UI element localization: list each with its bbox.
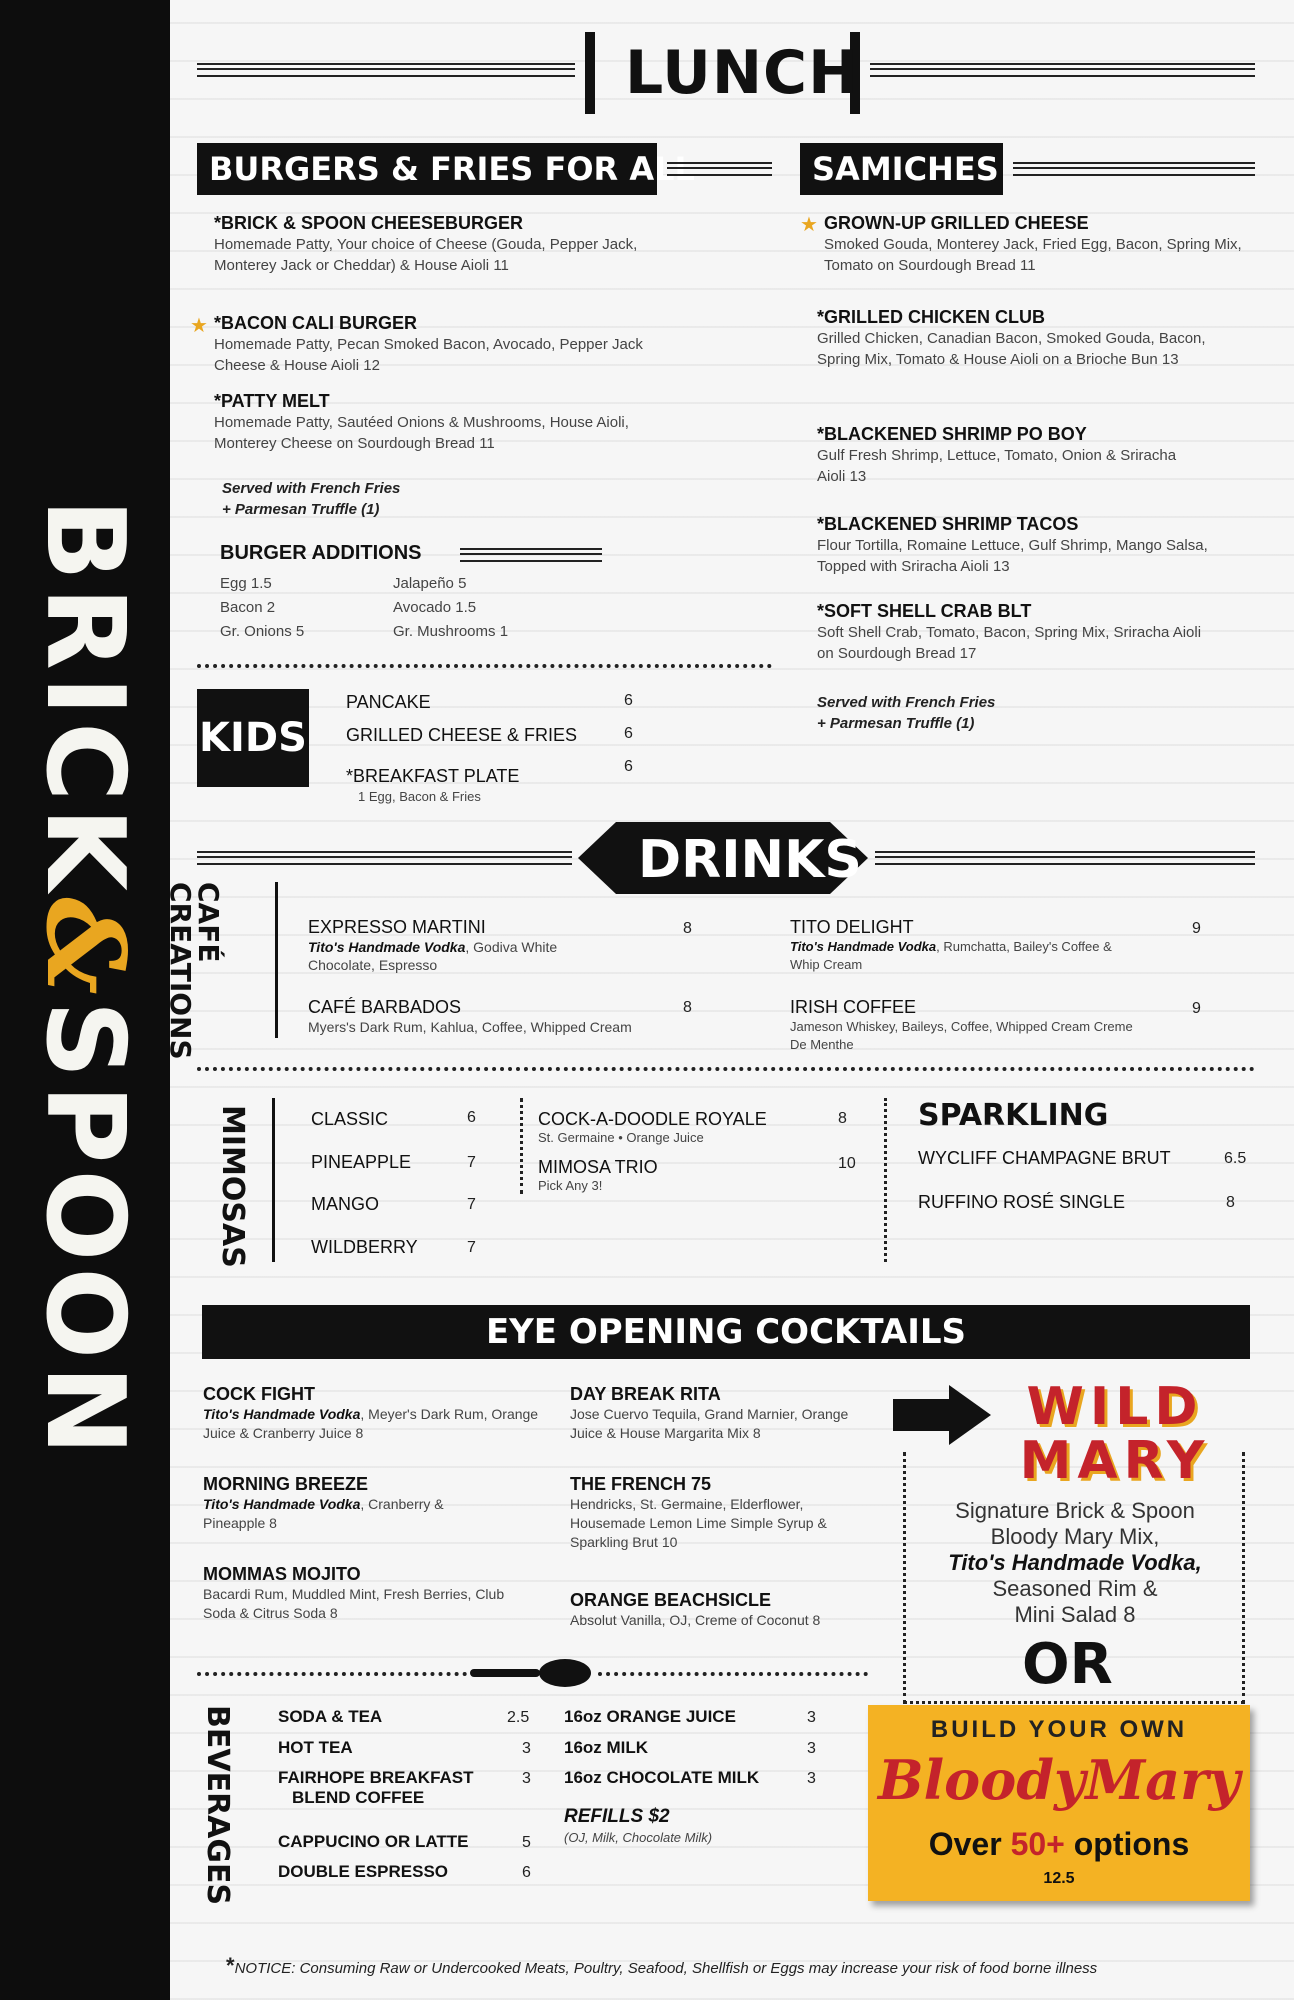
mimosa-price: 7 <box>467 1239 476 1256</box>
divider <box>520 1098 523 1194</box>
lunch-rule-right <box>870 63 1255 77</box>
beverage-name: 16oz CHOCOLATE MILK <box>564 1768 760 1787</box>
wild-desc-4: Mini Salad <box>1014 1602 1118 1627</box>
samich-name: GROWN-UP GRILLED CHEESE <box>824 213 1089 233</box>
sparkling-price: 6.5 <box>1224 1150 1247 1167</box>
additions-rule <box>460 548 602 562</box>
or-label: OR <box>1022 1632 1113 1697</box>
cafe-bar <box>275 882 278 1038</box>
build-your-own: BUILD YOUR OWN <box>930 1716 1188 1743</box>
burger-name: *BRICK & SPOON CHEESEBURGER <box>214 213 524 233</box>
cafe-label-2: CREATIONS <box>164 882 197 1060</box>
star-icon: ★ <box>190 315 208 337</box>
addition-item: Bacon 2 <box>220 599 276 616</box>
mimosa-special <box>538 1109 858 1146</box>
mimosa-name: MANGO <box>311 1194 380 1214</box>
mimosa-name: PINEAPPLE <box>311 1152 412 1172</box>
cocktail-item: THE FRENCH 75 Hendricks, St. Germaine, Elderflower, Housemade Lemon Lime Simple Syrup & Sparkling Brut 10 <box>570 1474 880 1552</box>
mimosa-name: WILDBERRY <box>311 1237 418 1257</box>
samich-desc: Flour Tortilla, Romaine Lettuce, Gulf Shrimp, Mango Salsa, Topped with Sriracha Aioli <box>817 537 1208 575</box>
samich-item-5 <box>817 601 1217 664</box>
burger-item-3 <box>214 391 674 454</box>
note-line-2: + Parmesan Truffle (1) <box>222 501 380 518</box>
mimosa-price: 7 <box>467 1196 476 1213</box>
cafe-item-price: 9 <box>1192 1000 1201 1017</box>
special-desc: Pick Any 3! <box>538 1178 603 1193</box>
cafe-item: EXPRESSO MARTINI Tito's Handmade Vodka, Godiva White Chocolate, Espresso <box>308 917 618 974</box>
cocktail-item: ORANGE BEACHSICLE Absolut Vanilla, OJ, Creme of Coconut 8 <box>570 1590 910 1630</box>
beverage-price: 3 <box>522 1770 531 1787</box>
brand-sidebar <box>0 0 170 2000</box>
wild-desc-3: Seasoned Rim & <box>992 1576 1158 1601</box>
burger-item-1 <box>214 213 654 276</box>
options-line <box>868 1826 1250 1863</box>
samich-price: 13 <box>992 558 1010 575</box>
cafe-item-price: 9 <box>1192 920 1201 937</box>
note-line-2: + Parmesan Truffle (1) <box>817 715 975 732</box>
cafe-item: IRISH COFFEE Jameson Whiskey, Baileys, Coffee, Whipped Cream Creme De Menthe <box>790 997 1150 1054</box>
cocktail-name: DAY BREAK RITA <box>570 1384 721 1404</box>
sparkling-name: RUFFINO ROSÉ SINGLE <box>918 1192 1126 1212</box>
options-count: 50+ <box>1010 1826 1065 1862</box>
cafe-item-name: TITO DELIGHT <box>790 917 914 937</box>
beverage-name: 16oz MILK <box>564 1738 649 1757</box>
mimosa-price: 7 <box>467 1154 476 1171</box>
over-text: Over <box>928 1826 1002 1862</box>
addition-item: Gr. Mushrooms 1 <box>393 623 509 640</box>
cocktail-name: THE FRENCH 75 <box>570 1474 712 1494</box>
divider <box>197 664 772 668</box>
bloody-mary-script: BloodyMary <box>878 1748 1240 1812</box>
mimosa-special <box>538 1157 858 1194</box>
additions-title: BURGER ADDITIONS <box>220 542 422 564</box>
cocktail-name: ORANGE BEACHSICLE <box>570 1590 772 1610</box>
burgers-header: BURGERS & FRIES FOR ALL <box>197 143 657 195</box>
burger-name: *PATTY MELT <box>214 391 330 411</box>
divider <box>598 1672 868 1676</box>
burger-desc: Homemade Patty, Your choice of Cheese (Gouda, Pepper Jack, Monterey Jack or Cheddar) & House Aioli <box>214 236 638 274</box>
note-line-1: Served with French Fries <box>817 694 996 711</box>
cocktail-item: DAY BREAK RITA Jose Cuervo Tequila, Grand Marnier, Orange Juice & House Margarita Mix 8 <box>570 1384 870 1443</box>
notice <box>226 1953 1097 1979</box>
lunch-rule-left <box>197 63 575 77</box>
brand-logo: BRICK&SPOON <box>22 498 148 1462</box>
mimosa-name: CLASSIC <box>311 1109 389 1129</box>
samich-name: *BLACKENED SHRIMP PO BOY <box>817 424 1087 444</box>
star-icon: ★ <box>800 214 818 236</box>
burgers-note <box>222 478 400 520</box>
burger-name: *BACON CALI BURGER <box>214 313 418 333</box>
cocktail-item: COCK FIGHT Tito's Handmade Vodka, Meyer's Dark Rum, Orange Juice & Cranberry Juice 8 <box>203 1384 543 1443</box>
cocktail-item: MORNING BREEZE Tito's Handmade Vodka, Cranberry & Pineapple 8 <box>203 1474 503 1533</box>
kids-item-name: PANCAKE <box>346 692 431 712</box>
beverage-price: 3 <box>807 1740 816 1757</box>
cafe-item-price: 8 <box>683 999 692 1016</box>
beverage-name: SODA & TEA <box>278 1707 383 1726</box>
kids-item-name: *BREAKFAST PLATE <box>346 766 520 786</box>
cocktails-header: EYE OPENING COCKTAILS <box>202 1305 1250 1359</box>
samich-price: 13 <box>849 468 867 485</box>
burger-price: 11 <box>479 435 495 452</box>
beverage-name <box>278 1768 474 1808</box>
wild-mary-desc: Signature Brick & Spoon Bloody Mary Mix, Tito's Handmade Vodka, Seasoned Rim & Mini Salad 8 <box>910 1498 1240 1628</box>
lunch-title: LUNCH <box>625 38 860 108</box>
drinks-title: DRINKS <box>638 830 862 890</box>
samich-item-2 <box>817 307 1237 370</box>
wild-mary-title <box>1000 1377 1230 1491</box>
cafe-item-name: IRISH COFFEE <box>790 997 917 1017</box>
special-price: 8 <box>838 1110 847 1127</box>
cocktail-item: MOMMAS MOJITO Bacardi Rum, Muddled Mint, Fresh Berries, Club Soda & Citrus Soda 8 <box>203 1564 533 1623</box>
burger-item-2 <box>214 313 654 376</box>
samich-desc: Grilled Chicken, Canadian Bacon, Smoked Gouda, Bacon, Spring Mix, Tomato & House Aioli on a Brioche Bun <box>817 330 1206 368</box>
kids-item-price: 6 <box>624 692 633 709</box>
wild-desc-2: Bloody Mary Mix, <box>990 1524 1160 1549</box>
beverage-name: DOUBLE ESPRESSO <box>278 1862 449 1881</box>
samich-desc: Smoked Gouda, Monterey Jack, Fried Egg, Bacon, Spring Mix, Tomato on Sourdough Bread <box>824 236 1242 274</box>
samich-name: *BLACKENED SHRIMP TACOS <box>817 514 1079 534</box>
beverages-label: BEVERAGES <box>200 1705 235 1906</box>
wild-mary-title-1: WILD <box>1026 1377 1204 1437</box>
burger-price: 11 <box>493 257 509 274</box>
arrow-icon <box>893 1385 993 1445</box>
burger-desc: Homemade Patty, Sautéed Onions & Mushrooms, House Aioli, Monterey Cheese on Sourdough Bread <box>214 414 629 452</box>
samich-item-1 <box>824 213 1264 276</box>
wild-vodka: Tito's Handmade Vodka <box>948 1550 1196 1575</box>
beverage-name: CAPPUCINO OR LATTE <box>278 1832 469 1851</box>
wild-mary-title-2: MARY <box>1019 1431 1211 1491</box>
drinks-rule-right <box>875 851 1255 865</box>
samich-desc: Soft Shell Crab, Tomato, Bacon, Spring Mix, Sriracha Aioli on Sourdough Bread <box>817 624 1202 662</box>
addition-item: Avocado 1.5 <box>393 599 477 616</box>
refills: REFILLS $2 <box>564 1806 670 1827</box>
samiches-note <box>817 692 995 734</box>
beverage-price: 3 <box>522 1740 531 1757</box>
burgers-rule <box>667 162 772 176</box>
samich-item-4 <box>817 514 1217 577</box>
samich-desc: Gulf Fresh Shrimp, Lettuce, Tomato, Onion & Sriracha Aioli <box>817 447 1177 485</box>
beverage-name: 16oz ORANGE JUICE <box>564 1707 736 1726</box>
cafe-item-name: CAFÉ BARBADOS <box>308 997 462 1017</box>
cocktail-name: COCK FIGHT <box>203 1384 315 1404</box>
options-text: options <box>1073 1826 1190 1862</box>
beverage-name-1: FAIRHOPE BREAKFAST <box>278 1768 474 1787</box>
beverage-price: 3 <box>807 1709 816 1726</box>
kids-item-price: 6 <box>624 725 633 742</box>
samich-price: 13 <box>1161 351 1179 368</box>
beverage-price: 5 <box>522 1834 531 1851</box>
kids-item-name: GRILLED CHEESE & FRIES <box>346 725 578 745</box>
burger-price: 12 <box>363 357 380 374</box>
kids-header: KIDS <box>197 689 309 787</box>
bloody-mary-price: 12.5 <box>1043 1870 1075 1887</box>
kids-item-desc: 1 Egg, Bacon & Fries <box>358 789 481 804</box>
note-line-1: Served with French Fries <box>222 480 401 497</box>
cafe-label-1: CAFÉ <box>192 882 225 963</box>
drinks-rule-left <box>197 851 572 865</box>
notice-text: NOTICE: Consuming Raw or Undercooked Meats, Poultry, Seafood, Shellfish or Eggs may increase your risk of food borne illness <box>234 1960 1098 1977</box>
sparkling-price: 8 <box>1226 1194 1235 1211</box>
samiches-header: SAMICHES <box>800 143 1003 195</box>
cafe-item-price: 8 <box>683 920 692 937</box>
beverage-name: HOT TEA <box>278 1738 353 1757</box>
mimosas-label: MIMOSAS <box>215 1105 250 1268</box>
cocktail-name: MOMMAS MOJITO <box>203 1564 361 1584</box>
samich-name: *GRILLED CHICKEN CLUB <box>817 307 1045 327</box>
divider <box>884 1098 887 1262</box>
cafe-item: TITO DELIGHT Tito's Handmade Vodka, Rumchatta, Bailey's Coffee & Whip Cream <box>790 917 1130 974</box>
addition-item: Egg 1.5 <box>220 575 272 592</box>
mimosas-bar <box>272 1098 275 1262</box>
samich-price: 17 <box>959 645 977 662</box>
beverage-price: 6 <box>522 1864 531 1881</box>
sparkling-name: WYCLIFF CHAMPAGNE BRUT <box>918 1148 1171 1168</box>
samich-price: 11 <box>1019 257 1036 274</box>
wild-price: 8 <box>1123 1602 1136 1627</box>
cafe-label <box>164 882 225 1060</box>
refills-note: (OJ, Milk, Chocolate Milk) <box>564 1830 713 1845</box>
beverage-price: 2.5 <box>507 1709 530 1726</box>
cafe-item-name: EXPRESSO MARTINI <box>308 917 486 937</box>
samich-name: *SOFT SHELL CRAB BLT <box>817 601 1032 621</box>
notice-star: * <box>226 1953 235 1978</box>
cafe-item: CAFÉ BARBADOS Myers's Dark Rum, Kahlua, Coffee, Whipped Cream <box>308 997 688 1036</box>
addition-item: Jalapeño 5 <box>393 575 467 592</box>
wild-desc-1: Signature Brick & Spoon <box>955 1498 1195 1523</box>
special-name: COCK-A-DOODLE ROYALE <box>538 1109 767 1129</box>
beverage-name-2: BLEND COFFEE <box>292 1788 425 1807</box>
kids-item-price: 6 <box>624 758 633 775</box>
special-price: 10 <box>838 1155 856 1172</box>
special-desc: St. Germaine • Orange Juice <box>538 1130 704 1145</box>
mimosa-price: 6 <box>467 1109 476 1126</box>
cocktail-name: MORNING BREEZE <box>203 1474 369 1494</box>
divider <box>197 1672 467 1676</box>
samiches-rule <box>1013 162 1255 176</box>
divider <box>197 1067 1255 1071</box>
spoon-icon <box>470 1658 592 1688</box>
special-name: MIMOSA TRIO <box>538 1157 658 1177</box>
addition-item: Gr. Onions 5 <box>220 623 305 640</box>
burger-desc: Homemade Patty, Pecan Smoked Bacon, Avocado, Pepper Jack Cheese & House Aioli <box>214 336 643 374</box>
sparkling-title: SPARKLING <box>918 1098 1109 1133</box>
samich-item-3 <box>817 424 1187 487</box>
beverage-price: 3 <box>807 1770 816 1787</box>
